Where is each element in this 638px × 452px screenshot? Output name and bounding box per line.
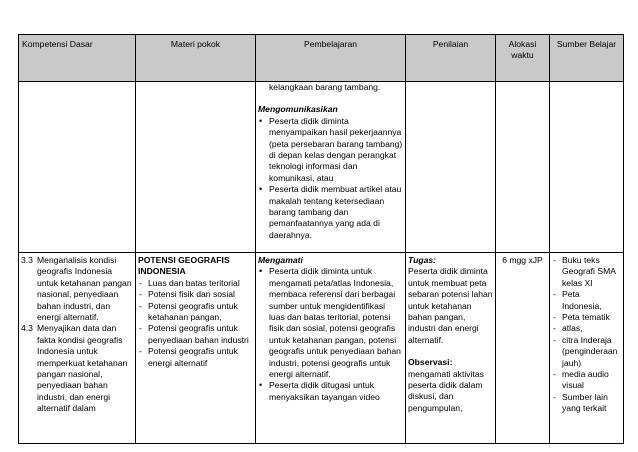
observasi-heading: Observasi: bbox=[408, 357, 453, 368]
alokasi-cell: 6 mgg xJP bbox=[496, 253, 550, 444]
mengomunikasikan-list bbox=[258, 116, 403, 241]
materi-cell bbox=[136, 253, 256, 444]
list-item: - Potensi fisik dan sosial bbox=[138, 289, 253, 300]
mengomunikasikan-heading: Mengomunikasikan bbox=[258, 104, 338, 115]
header-pembelajaran: Pembelajaran bbox=[256, 35, 406, 82]
kd-item bbox=[21, 255, 133, 323]
list-item: - citra Inderaja (penginderaan jauh) bbox=[552, 335, 621, 369]
header-penilaian: Penilaian bbox=[406, 35, 496, 82]
table-header-row bbox=[19, 35, 624, 82]
sumber-list bbox=[552, 255, 621, 415]
pembelajaran-cell bbox=[256, 253, 406, 444]
list-item: - Sumber lain yang terkait bbox=[552, 392, 621, 415]
materi-list bbox=[138, 278, 253, 369]
list-item: - atlas, bbox=[552, 323, 621, 334]
list-item: - Potensi geografis untuk penyediaan bahan industri bbox=[138, 323, 253, 346]
pembelajaran-continued-text: kelangkaan barang tambang. bbox=[269, 82, 381, 92]
kd-text: Menyajikan data dan fakta kondisi geografis Indonesia untuk memperkuat ketahanan pangan nasional, penyediaan bahan industri, dan energi alternatif dalam bbox=[37, 323, 128, 414]
sumber-cell-empty bbox=[550, 82, 624, 253]
list-item: • Peserta didik membuat artikel atau makalah tentang ketersediaan barang tambang dan pemanfaatannya yang ada di daerahnya. bbox=[258, 184, 403, 241]
materi-cell-empty bbox=[136, 82, 256, 253]
kd-number: 4.3 bbox=[21, 323, 33, 334]
mengamati-heading: Mengamati bbox=[258, 255, 303, 265]
table-row bbox=[19, 82, 624, 253]
observasi-text: mengamati aktivitas peserta didik dalam diskusi, dan pengumpulan, bbox=[408, 368, 484, 413]
penilaian-cell-empty bbox=[406, 82, 496, 253]
header-kompetensi-dasar: Kompetensi Dasar bbox=[19, 35, 136, 82]
list-item: - Potensi geografis untuk ketahanan pangan, bbox=[138, 301, 253, 324]
list-item: • Peserta didik diminta menyampaikan hasil pekerjaannya (peta persebaran barang tambang) di depan kelas dengan perangkat teknologi informasi dan komunikasi, atau bbox=[258, 116, 403, 184]
syllabus-table bbox=[18, 34, 624, 444]
list-item: - Peta Indonesia, bbox=[552, 289, 621, 312]
pembelajaran-cell bbox=[256, 82, 406, 253]
alokasi-cell-empty bbox=[496, 82, 550, 253]
tugas-text: Peserta didik diminta untuk membuat peta sebaran potensi lahan untuk ketahanan bahan pangan, industri dan energi alternatif. bbox=[408, 266, 493, 345]
table-row bbox=[19, 253, 624, 444]
kd-cell bbox=[19, 253, 136, 444]
tugas-heading: Tugas: bbox=[408, 255, 437, 265]
list-item: - Potensi geografis untuk energi alternatif bbox=[138, 346, 253, 369]
header-alokasi-waktu: Alokasi waktu bbox=[496, 35, 550, 82]
penilaian-cell bbox=[406, 253, 496, 444]
list-item: - Luas dan batas teritorial bbox=[138, 278, 253, 289]
list-item: - Peta tematik bbox=[552, 312, 621, 323]
header-materi-pokok: Materi pokok bbox=[136, 35, 256, 82]
list-item: • Peserta didik diminta untuk mengamati peta/atlas Indonesia, membaca referensi dari berbagai sumber untuk mengidentifikasi luas dan batas teritorial, potensi fisik dan sosial, potensi geografis untuk ketahanan pangan, potensi geografis untuk penyediaan bahan industri, potensi geografis untuk energi alternatif. bbox=[258, 266, 403, 380]
materi-title: POTENSI GEOGRAFIS INDONESIA bbox=[138, 255, 230, 277]
kd-number: 3.3 bbox=[21, 255, 33, 265]
list-item: • Peserta didik ditugasi untuk menyaksikan tayangan video bbox=[258, 380, 403, 403]
sumber-cell bbox=[550, 253, 624, 444]
kd-cell-empty bbox=[19, 82, 136, 253]
list-item: - media audio visual bbox=[552, 369, 621, 392]
kd-item bbox=[21, 323, 133, 414]
mengamati-list bbox=[258, 266, 403, 403]
kd-text: Menganalisis kondisi geografis Indonesia untuk ketahanan pangan nasional, penyediaan bahan industri, dan energi alternatif. bbox=[37, 255, 132, 323]
list-item: - Buku teks Geografi SMA kelas XI bbox=[552, 255, 621, 289]
header-sumber-belajar: Sumber Belajar bbox=[550, 35, 624, 82]
